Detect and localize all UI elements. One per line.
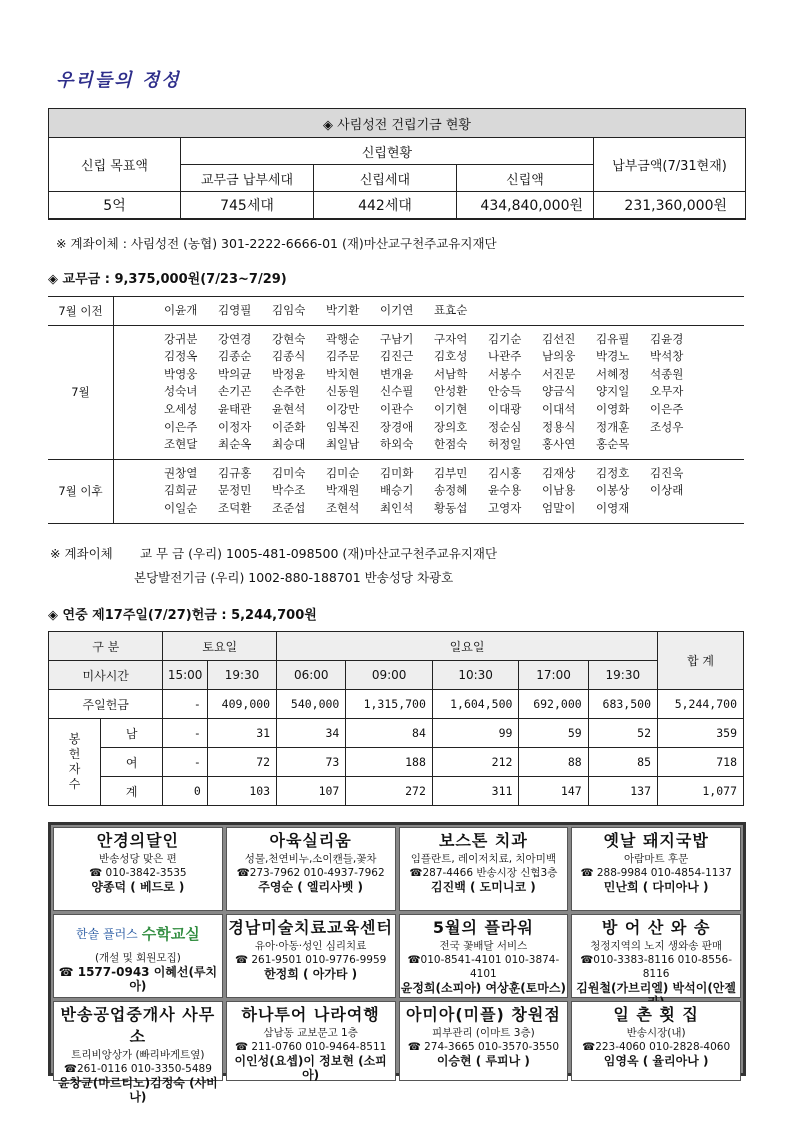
- donor-name: 강현숙: [272, 331, 306, 346]
- donor-name: 김규홍: [218, 465, 252, 480]
- dues-heading: ◈ 교무금 : 9,375,000원(7/23~7/29): [48, 272, 287, 287]
- donor-name: 장의호: [434, 419, 468, 434]
- donor-name: 김윤경: [650, 331, 684, 346]
- amount-applied-value: 434,840,000원: [457, 192, 594, 219]
- ad-line: 삼남동 교보문고 1층: [263, 1027, 358, 1039]
- offering-cell: 540,000: [277, 690, 346, 719]
- collection-table: [48, 631, 744, 806]
- ad-owner: 이인성(요셉)이 정보현 (소피아): [234, 1054, 387, 1082]
- donor-name: 성숙녀: [164, 384, 198, 399]
- donor-name: 김미순: [326, 465, 360, 480]
- ad-line: ☎ 010-3842-3535: [89, 867, 187, 879]
- page-title: 우리들의 정성: [56, 70, 181, 91]
- donor-name: 나관주: [488, 349, 522, 364]
- donor-name: 허정일: [488, 437, 522, 452]
- times-cell: 09:00: [346, 661, 433, 690]
- ad-line: ☎273-7962 010-4937-7962: [236, 867, 385, 879]
- ad-line: ☎ 288-9984 010-4854-1137: [580, 867, 732, 879]
- ad-logo: [54, 917, 222, 951]
- donor-name: 이강만: [326, 401, 360, 416]
- col-paid-amount: 납부금액(7/31현재): [594, 138, 746, 192]
- donor-name: 강연경: [218, 331, 252, 346]
- donor-name: 이기현: [434, 401, 468, 416]
- donor-name: 김진욱: [650, 465, 684, 480]
- ad-owner: 김원철(가브리엘) 박석이(안젤: [576, 981, 736, 995]
- attendance-char: 헌: [68, 747, 81, 761]
- times-cell: 17:00: [519, 661, 588, 690]
- donor-name: 임복진: [326, 419, 360, 434]
- ad-owner: 양종덕 ( 베드로 ): [91, 880, 185, 894]
- donor-name: 윤수용: [488, 483, 522, 498]
- sum-cell: 103: [207, 777, 276, 806]
- times-cell: 15:00: [163, 661, 207, 690]
- donor-name: 김부민: [434, 465, 468, 480]
- dues-name-list: [114, 297, 744, 325]
- donor-name: 정용식: [542, 419, 576, 434]
- donor-name: 김정호: [596, 465, 630, 480]
- ad-name: 보스톤 치과: [438, 831, 528, 850]
- advertisement-grid: [48, 822, 746, 1104]
- ad-owner: 주영순 ( 엘리사벳 ): [258, 880, 363, 894]
- male-cell: 84: [346, 719, 433, 748]
- donor-name: 이대광: [488, 401, 522, 416]
- donor-name: 최순옥: [218, 437, 252, 452]
- advertisement: [226, 827, 396, 911]
- donor-name: 김기순: [488, 331, 522, 346]
- paid-amount-value: 231,360,000원: [594, 192, 746, 219]
- donor-name: 변개윤: [380, 366, 414, 381]
- offering-cell: 692,000: [519, 690, 588, 719]
- donor-name: 한점숙: [434, 437, 468, 452]
- offering-cell: -: [163, 690, 207, 719]
- col-households-applied: 신립세대: [314, 165, 457, 192]
- male-cell: 31: [207, 719, 276, 748]
- donor-name: 김시홍: [488, 465, 522, 480]
- donor-name: 김임숙: [272, 303, 306, 317]
- sum-cell: 107: [277, 777, 346, 806]
- donor-name: 김미화: [380, 465, 414, 480]
- donor-name: 강귀분: [164, 331, 198, 346]
- donor-name: 박치현: [326, 366, 360, 381]
- dues-name-list: [114, 326, 744, 459]
- donor-name: 양금식: [542, 384, 576, 399]
- account-note-fund: ※ 계좌이체 : 사림성전 (농협) 301-2222-6666-01 (재)마산교구천주교유지재단: [56, 236, 497, 251]
- sum-total: 1,077: [658, 777, 744, 806]
- donor-name: 석종원: [650, 366, 684, 381]
- sum-cell: 272: [346, 777, 433, 806]
- ad-owner: 민난희 ( 다미아나 ): [603, 880, 709, 894]
- ad-line: 아람마트 후문: [624, 853, 689, 865]
- col-amount-applied: 신립액: [457, 165, 594, 192]
- donor-name: 하외숙: [380, 437, 414, 452]
- ad-line: 트리비앙상가 (빠리바게트옆): [71, 1049, 205, 1061]
- sum-cell: 0: [163, 777, 207, 806]
- col-sunday: 일요일: [277, 632, 658, 661]
- donor-name: 조준섭: [272, 500, 306, 515]
- male-cell: 34: [277, 719, 346, 748]
- col-households-paid: 교무금 납부세대: [181, 165, 314, 192]
- donor-name: 김영필: [218, 303, 252, 317]
- donor-name: 김호성: [434, 349, 468, 364]
- donor-name: 조현석: [326, 500, 360, 515]
- account-note-prefix: ※ 계좌이체: [50, 546, 113, 561]
- offering-cell: 1,315,700: [346, 690, 433, 719]
- donor-name: 안성환: [434, 384, 468, 399]
- female-cell: 85: [588, 748, 657, 777]
- collection-heading: ◈ 연중 제17주일(7/27)헌금 : 5,244,700원: [48, 608, 317, 623]
- account-note-development: 본당발전기금 (우리) 1002-880-188701 반송성당 차광호: [134, 570, 454, 585]
- households-applied-value: 442세대: [314, 192, 457, 219]
- ad-name: 안경의달인: [96, 831, 180, 850]
- advertisement: [571, 827, 741, 911]
- donor-name: 송정혜: [434, 483, 468, 498]
- ad-line: ☎010-8541-4101 010-3874-4101: [407, 954, 560, 980]
- female-cell: 73: [277, 748, 346, 777]
- ad-owner: 임영옥 ( 율리아나 ): [603, 1054, 709, 1068]
- attendance-char: 자: [68, 762, 81, 776]
- ad-line: ☎223-4060 010-2828-4060: [582, 1041, 731, 1053]
- row-male: 남: [101, 719, 163, 748]
- donor-name: 서혜정: [596, 366, 630, 381]
- donor-name: 문정민: [218, 483, 252, 498]
- donor-name: 표효순: [434, 303, 468, 317]
- advertisement: [53, 914, 223, 998]
- advertisement: [53, 1001, 223, 1104]
- ad-name: 경남미술치료교육센터: [228, 918, 393, 937]
- donor-name: 곽행순: [326, 331, 360, 346]
- donor-name: 조덕환: [218, 500, 252, 515]
- row-attendance: [49, 719, 101, 806]
- donor-name: 이관수: [380, 401, 414, 416]
- account-note-dues: 교 무 금 (우리) 1005-481-098500 (재)마산교구천주교유지재단: [140, 546, 498, 561]
- ad-owner: 한정희 ( 아가타 ): [264, 967, 358, 981]
- times-cell: 06:00: [277, 661, 346, 690]
- donor-name: 김진근: [380, 349, 414, 364]
- donor-name: 김정옥: [164, 349, 198, 364]
- ad-line: 전국 꽃배달 서비스: [439, 940, 528, 952]
- ad-line: 성물,천연비누,소이캔들,꽃차: [244, 853, 377, 865]
- donor-name: 이대석: [542, 401, 576, 416]
- donor-name: 이정자: [218, 419, 252, 434]
- ad-line: 유아·아동·성인 심리치료: [254, 940, 367, 952]
- donor-name: 이윤개: [164, 303, 198, 317]
- female-cell: 188: [346, 748, 433, 777]
- times-cell: 19:30: [207, 661, 276, 690]
- male-cell: -: [163, 719, 207, 748]
- ad-name: 5월의 플라워: [432, 918, 534, 937]
- male-total: 359: [658, 719, 744, 748]
- female-total: 718: [658, 748, 744, 777]
- donor-name: 홍순목: [596, 437, 630, 452]
- male-cell: 59: [519, 719, 588, 748]
- donor-name: 신수필: [380, 384, 414, 399]
- donor-name: 장경애: [380, 419, 414, 434]
- donor-name: 오세성: [164, 401, 198, 416]
- donor-name: 구남기: [380, 331, 414, 346]
- ad-name: 아미아(미플) 창원점: [405, 1005, 561, 1024]
- dues-row: [48, 460, 744, 523]
- ad-name: 일 촌 횟 집: [613, 1005, 699, 1024]
- donor-name: 양지일: [596, 384, 630, 399]
- donor-name: 박석창: [650, 349, 684, 364]
- attendance-char: 수: [68, 777, 81, 791]
- donor-name: 박경노: [596, 349, 630, 364]
- advertisement: [399, 1001, 569, 1081]
- col-status: 신립현황: [181, 138, 594, 165]
- ad-line: ☎ 274-3665 010-3570-3550: [407, 1041, 560, 1053]
- donor-name: 권창열: [164, 465, 198, 480]
- ad-line: 피부관리 (이마트 3층): [432, 1027, 535, 1039]
- donor-name: 최일남: [326, 437, 360, 452]
- donor-name: 김선진: [542, 331, 576, 346]
- households-paid-value: 745세대: [181, 192, 314, 219]
- donor-name: 엄말이: [542, 500, 576, 515]
- ad-name: 한솔 플러스: [76, 927, 138, 941]
- ad-owner: 윤정희(소피아) 여상훈(토마스): [400, 981, 566, 995]
- ad-name: 방 어 산 와 송: [601, 918, 711, 937]
- building-fund-table: [48, 108, 746, 220]
- donor-name: 안숭득: [488, 384, 522, 399]
- offering-cell: 683,500: [588, 690, 657, 719]
- ad-name: 반송공업중개사 사무소: [60, 1005, 216, 1046]
- donor-name: 손주한: [272, 384, 306, 399]
- donor-name: 김종식: [272, 349, 306, 364]
- advertisement: [399, 914, 569, 998]
- donor-name: 홍사연: [542, 437, 576, 452]
- donor-name: 이기연: [380, 303, 414, 317]
- donor-name: 윤태관: [218, 401, 252, 416]
- donor-name: 박정윤: [272, 366, 306, 381]
- ad-owner: 이승현 ( 루피나 ): [436, 1054, 530, 1068]
- donor-name: 이은주: [650, 401, 684, 416]
- dues-row-label: 7월: [48, 326, 114, 459]
- donor-name: 정개훈: [596, 419, 630, 434]
- offering-cell: 409,000: [207, 690, 276, 719]
- donor-name: 남의웅: [542, 349, 576, 364]
- advertisement: [226, 914, 396, 998]
- donor-name: 이봉상: [596, 483, 630, 498]
- times-cell: 10:30: [432, 661, 519, 690]
- dues-row: [48, 326, 744, 460]
- ad-line: (개설 및 회원모집): [94, 952, 181, 964]
- dues-row-label: 7월 이후: [48, 460, 114, 523]
- ad-line: ☎ 211-0760 010-9464-8511: [234, 1041, 387, 1053]
- ad-line: ☎261-0116 010-3350-5489: [63, 1063, 212, 1075]
- donor-name: 이영화: [596, 401, 630, 416]
- col-saturday: 토요일: [163, 632, 277, 661]
- donor-name: 박기환: [326, 303, 360, 317]
- female-cell: 88: [519, 748, 588, 777]
- ad-name: 하나투어 나라여행: [241, 1005, 380, 1024]
- ad-line: 반송성당 맞은 편: [99, 853, 177, 865]
- sum-cell: 147: [519, 777, 588, 806]
- attendance-char: 봉: [68, 732, 81, 746]
- female-cell: -: [163, 748, 207, 777]
- donor-name: 최인석: [380, 500, 414, 515]
- sum-cell: 311: [432, 777, 519, 806]
- dues-row: [48, 297, 744, 326]
- donor-name: 구자억: [434, 331, 468, 346]
- ad-name: 옛날 돼지국밥: [603, 831, 709, 850]
- ad-logo-sub: 수학교실: [141, 925, 200, 943]
- donor-name: 고영자: [488, 500, 522, 515]
- ad-owner: ☎ 1577-0943 이혜선(루치아): [58, 965, 218, 993]
- donor-name: 서진문: [542, 366, 576, 381]
- target-value: 5억: [49, 192, 181, 219]
- advertisement: [53, 827, 223, 911]
- ad-line: 임플란트, 레이저치료, 치아미백: [410, 853, 556, 865]
- ad-owner: 김진백 ( 도미니코 ): [431, 880, 536, 894]
- donor-name: 오무자: [650, 384, 684, 399]
- donor-name: 김유필: [596, 331, 630, 346]
- donor-name: 김종순: [218, 349, 252, 364]
- advertisement: [571, 914, 741, 998]
- donor-name: 이일순: [164, 500, 198, 515]
- ad-line: ☎010-3383-8116 010-8556-8116: [580, 954, 733, 980]
- advertisement: [226, 1001, 396, 1081]
- donor-name: 서봉수: [488, 366, 522, 381]
- building-fund-header: ◈ 사림성전 건립기금 현황: [49, 109, 746, 138]
- dues-row-label: 7월 이전: [48, 297, 114, 325]
- row-mass-time: 미사시간: [49, 661, 163, 690]
- col-category: 구 분: [49, 632, 163, 661]
- donor-name: 윤현석: [272, 401, 306, 416]
- male-cell: 52: [588, 719, 657, 748]
- row-sum: 계: [101, 777, 163, 806]
- ad-line: 청정지역의 노지 생와송 판매: [590, 940, 722, 952]
- offering-cell: 1,604,500: [432, 690, 519, 719]
- donor-name: 신동원: [326, 384, 360, 399]
- col-target: 신립 목표액: [49, 138, 181, 192]
- female-cell: 72: [207, 748, 276, 777]
- ad-line: ☎287-4466 반송시장 신협3층: [409, 867, 558, 879]
- dues-name-list: [114, 460, 744, 523]
- donor-name: 이남용: [542, 483, 576, 498]
- row-offering: 주일헌금: [49, 690, 163, 719]
- donor-name: 조현달: [164, 437, 198, 452]
- donor-name: 김미숙: [272, 465, 306, 480]
- male-cell: 99: [432, 719, 519, 748]
- ad-line: 반송시장(내): [626, 1027, 686, 1039]
- dues-name-table: [48, 296, 744, 524]
- donor-name: 배승기: [380, 483, 414, 498]
- donor-name: 서남학: [434, 366, 468, 381]
- donor-name: 조성우: [650, 419, 684, 434]
- donor-name: 이상래: [650, 483, 684, 498]
- donor-name: 황동섭: [434, 500, 468, 515]
- ad-line: ☎ 261-9501 010-9776-9959: [234, 954, 387, 966]
- female-cell: 212: [432, 748, 519, 777]
- donor-name: 손기곤: [218, 384, 252, 399]
- donor-name: 이영재: [596, 500, 630, 515]
- advertisement: [571, 1001, 741, 1081]
- donor-name: 박의균: [218, 366, 252, 381]
- donor-name: 김주문: [326, 349, 360, 364]
- donor-name: 최승대: [272, 437, 306, 452]
- donor-name: 정순심: [488, 419, 522, 434]
- donor-name: 이준화: [272, 419, 306, 434]
- donor-name: 김재상: [542, 465, 576, 480]
- donor-name: 박영웅: [164, 366, 198, 381]
- ad-name: 아육실리움: [269, 831, 352, 850]
- offering-total: 5,244,700: [658, 690, 744, 719]
- donor-name: 박재원: [326, 483, 360, 498]
- ad-owner: 윤창균(마르티노)김정숙 (사비나): [58, 1076, 218, 1104]
- sum-cell: 137: [588, 777, 657, 806]
- row-female: 여: [101, 748, 163, 777]
- donor-name: 이은주: [164, 419, 198, 434]
- col-total: 합 계: [658, 632, 744, 690]
- advertisement: [399, 827, 569, 911]
- donor-name: 박수조: [272, 483, 306, 498]
- donor-name: 김희균: [164, 483, 198, 498]
- times-cell: 19:30: [588, 661, 657, 690]
